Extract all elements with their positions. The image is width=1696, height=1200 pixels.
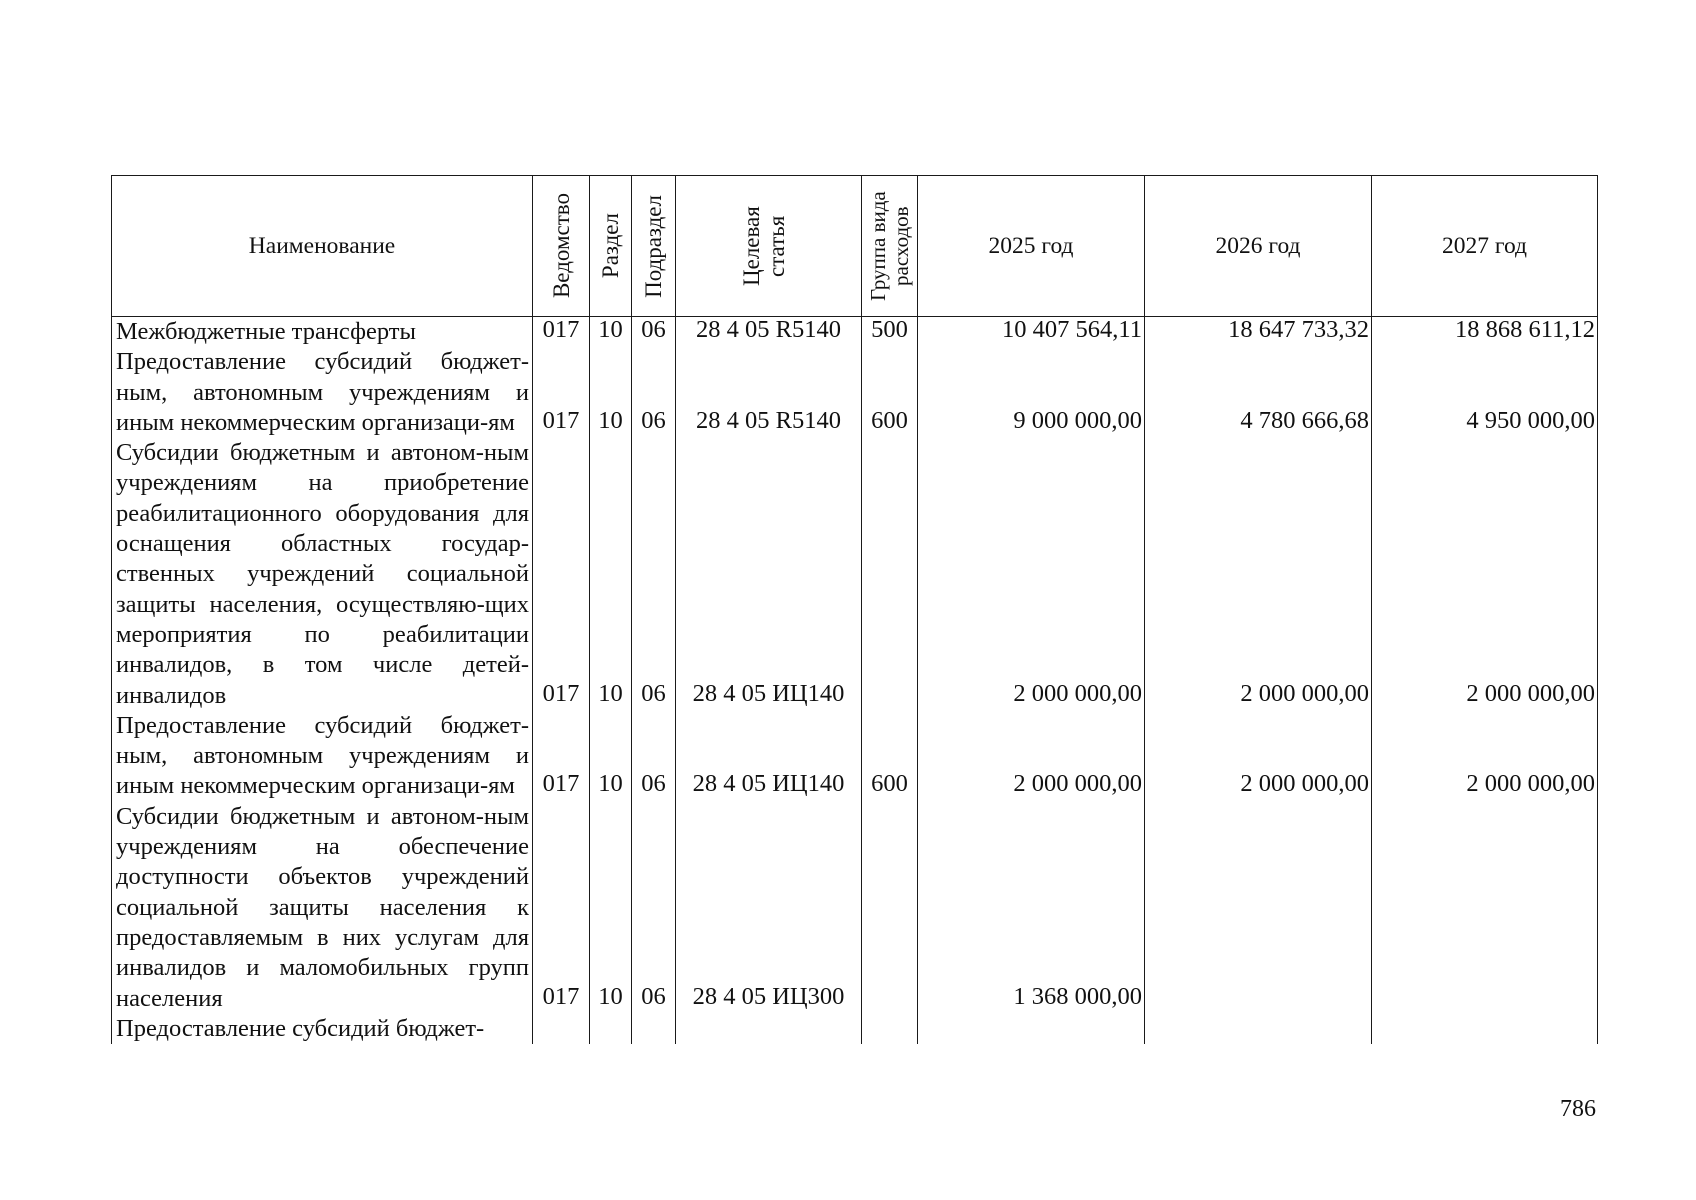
row-podrazdel [632, 1014, 676, 1044]
row-target: 28 4 05 ИЦ140 [676, 711, 862, 802]
row-name: Межбюджетные трансферты [112, 317, 533, 348]
table-row [112, 1014, 1598, 1044]
table-row [112, 711, 1598, 802]
row-name: Предоставление субсидий бюджет- [112, 1014, 533, 1044]
header-vedomstvo: Ведомство [533, 176, 590, 317]
row-2027: 2 000 000,00 [1372, 711, 1598, 802]
row-razdel: 10 [590, 711, 632, 802]
row-target: 28 4 05 ИЦ300 [676, 802, 862, 1014]
row-2025: 10 407 564,11 [918, 317, 1145, 348]
row-2027: 4 950 000,00 [1372, 347, 1598, 438]
row-name: Субсидии бюджетным и автоном-ным учреждениям на приобретение реабилитационного оборудования для оснащения областных государ-ственных учреждений социальной защиты населения, осуществляю-щих мероприятия по реабилитации инвалидов, в том числе детей-инвалидов [112, 438, 533, 711]
row-2026: 2 000 000,00 [1145, 711, 1372, 802]
row-podrazdel: 06 [632, 347, 676, 438]
row-target: 28 4 05 R5140 [676, 347, 862, 438]
table-header-row [112, 176, 1598, 317]
table-row [112, 438, 1598, 711]
row-name: Предоставление субсидий бюджет-ным, автономным учреждениям и иным некоммерческим организаци-ям [112, 347, 533, 438]
row-target: 28 4 05 R5140 [676, 317, 862, 348]
table-row [112, 347, 1598, 438]
row-vedomstvo: 017 [533, 438, 590, 711]
row-vedomstvo: 017 [533, 802, 590, 1014]
row-2025: 9 000 000,00 [918, 347, 1145, 438]
row-razdel: 10 [590, 802, 632, 1014]
row-group [862, 802, 918, 1014]
row-2027: 2 000 000,00 [1372, 438, 1598, 711]
row-name: Субсидии бюджетным и автоном-ным учреждениям на обеспечение доступности объектов учреждений социальной защиты населения к предоставляемым в них услугам для инвалидов и маломобильных групп населения [112, 802, 533, 1014]
row-2027 [1372, 802, 1598, 1014]
row-group: 600 [862, 347, 918, 438]
table-row [112, 317, 1598, 348]
row-2025: 2 000 000,00 [918, 438, 1145, 711]
row-vedomstvo [533, 1014, 590, 1044]
header-podrazdel: Подраздел [632, 176, 676, 317]
row-2027: 18 868 611,12 [1372, 317, 1598, 348]
row-target: 28 4 05 ИЦ140 [676, 438, 862, 711]
row-razdel: 10 [590, 347, 632, 438]
row-target [676, 1014, 862, 1044]
row-group: 500 [862, 317, 918, 348]
row-2026: 4 780 666,68 [1145, 347, 1372, 438]
header-name: Наименование [112, 176, 533, 317]
row-vedomstvo: 017 [533, 347, 590, 438]
row-group [862, 1014, 918, 1044]
row-podrazdel: 06 [632, 317, 676, 348]
header-razdel: Раздел [590, 176, 632, 317]
row-2026 [1145, 1014, 1372, 1044]
row-name: Предоставление субсидий бюджет-ным, автономным учреждениям и иным некоммерческим организаци-ям [112, 711, 533, 802]
row-group [862, 438, 918, 711]
row-razdel: 10 [590, 317, 632, 348]
row-vedomstvo: 017 [533, 711, 590, 802]
table-row [112, 802, 1598, 1014]
row-podrazdel: 06 [632, 711, 676, 802]
row-vedomstvo: 017 [533, 317, 590, 348]
row-podrazdel: 06 [632, 438, 676, 711]
row-2026 [1145, 802, 1372, 1014]
row-2026: 18 647 733,32 [1145, 317, 1372, 348]
row-group: 600 [862, 711, 918, 802]
row-razdel [590, 1014, 632, 1044]
row-razdel: 10 [590, 438, 632, 711]
page-number: 786 [1560, 1096, 1596, 1122]
header-2027: 2027 год [1372, 176, 1598, 317]
row-podrazdel: 06 [632, 802, 676, 1014]
row-2027 [1372, 1014, 1598, 1044]
header-target: Целевая статья [676, 176, 862, 317]
row-2025 [918, 1014, 1145, 1044]
row-2025: 1 368 000,00 [918, 802, 1145, 1014]
header-2025: 2025 год [918, 176, 1145, 317]
row-2026: 2 000 000,00 [1145, 438, 1372, 711]
header-2026: 2026 год [1145, 176, 1372, 317]
header-group: Группа вида расходов [862, 176, 918, 317]
budget-table [111, 175, 1598, 1044]
row-2025: 2 000 000,00 [918, 711, 1145, 802]
